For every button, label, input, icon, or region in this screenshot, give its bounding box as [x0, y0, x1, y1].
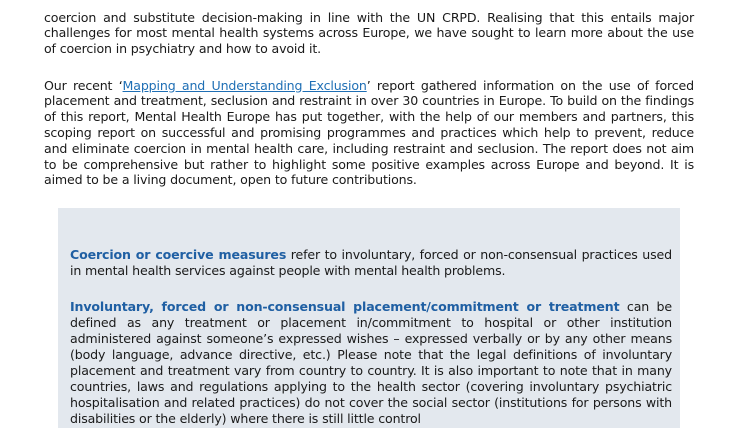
- coercion-term: Coercion or coercive measures: [70, 246, 287, 262]
- involuntary-definition-text: can be defined as any treatment or placement in/commitment to hospital or other institution administered against someone’s expressed wishes – expressed verbally or by any other means (body language, advance directive, etc.) Please note that the legal definitions of involuntary placement and treatment vary from country to country. It is also important to note that in many countries, laws and regulations applying to the health sector (covering involuntary psychiatric hospitalisation and related practices) do not cover the social sector (institutions for persons with disabilities or the elderly) where there is still little control: [70, 298, 672, 426]
- report-prefix: Our recent ‘: [44, 77, 123, 93]
- involuntary-term: Involuntary, forced or non-consensual placement/commitment or treatment: [70, 298, 620, 314]
- report-suffix: ’ report gathered information on the use of forced placement and treatment, seclusion and restraint in over 30 countries in Europe. To build on the findings of this report, Mental Health Europe has put together, with the help of our members and partners, this scoping report on successful and promising programmes and practices which help to prevent, reduce and eliminate coercion in mental health care, including restraint and seclusion. The report does not aim to be comprehensive but rather to highlight some positive examples across Europe and beyond. It is aimed to be a living document, open to future contributions.: [44, 77, 694, 188]
- coercion-definition: [70, 247, 672, 279]
- coercion-definition-text: refer to involuntary, forced or non-consensual practices used in mental health services against people with mental health problems.: [70, 246, 672, 278]
- intro-paragraph: [44, 10, 694, 57]
- mapping-report-link[interactable]: Mapping and Understanding Exclusion: [122, 77, 367, 93]
- report-paragraph: [44, 78, 694, 189]
- involuntary-definition: [70, 299, 672, 427]
- intro-text: coercion and substitute decision-making in line with the UN CRPD. Realising that this entails major challenges for most mental health systems across Europe, we have sought to learn more about the use of coercion in psychiatry and how to avoid it.: [44, 9, 694, 57]
